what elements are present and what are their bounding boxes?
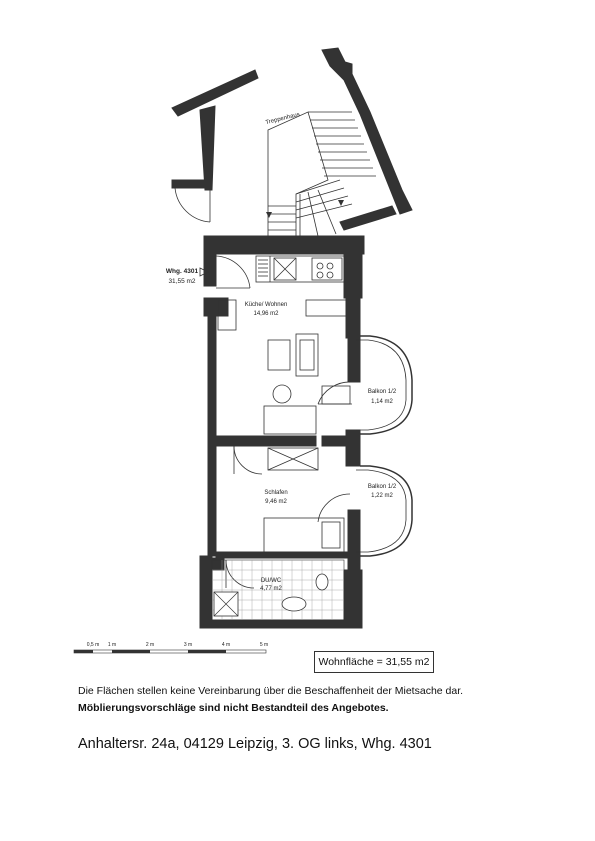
balconies xyxy=(356,336,412,556)
scale-label: 1 m xyxy=(107,642,117,648)
stairwell xyxy=(172,48,412,230)
room-name-balcony-2: Balkon 1/2 xyxy=(367,484,397,490)
address: Anhaltersr. 24a, 04129 Leipzig, 3. OG links, Whg. 4301 xyxy=(78,736,432,752)
stairwell-label: Treppenhaus xyxy=(264,111,301,127)
stairs-arrow xyxy=(338,200,344,206)
room-area-bedroom: 9,46 m2 xyxy=(265,499,287,505)
scale-label: 3 m xyxy=(183,642,193,648)
scale-label: 0,5 m xyxy=(86,642,100,648)
room-name-balcony-1: Balkon 1/2 xyxy=(367,389,397,395)
room-area-kitchen: 14,96 m2 xyxy=(253,311,279,317)
room-area-balcony-1: 1,14 m2 xyxy=(371,399,393,405)
toilet xyxy=(316,574,328,590)
scale-bar xyxy=(74,642,268,653)
disclaimer-areas: Die Flächen stellen keine Vereinbarung über die Beschaffenheit der Mietsache dar. xyxy=(78,685,464,697)
scale-label: 5 m xyxy=(259,642,269,648)
scale-label: 4 m xyxy=(221,642,231,648)
washbasin xyxy=(282,597,306,611)
entry-door-swing xyxy=(175,188,210,222)
room-name-bedroom: Schlafen xyxy=(264,490,288,496)
room-area-bathroom: 4,77 m2 xyxy=(260,586,282,592)
room-name-bathroom: DU/WC xyxy=(260,578,282,584)
apartment-area: 31,55 m2 xyxy=(168,278,196,285)
room-name-kitchen: Küche/ Wohnen xyxy=(244,302,288,308)
living-area-box: Wohnfläche = 31,55 m2 xyxy=(314,651,434,673)
scale-label: 2 m xyxy=(145,642,155,648)
disclaimer-furniture: Möblierungsvorschläge sind nicht Bestandteil des Angebotes. xyxy=(78,702,389,714)
apartment-number: Whg. 4301 xyxy=(165,268,199,275)
room-area-balcony-2: 1,22 m2 xyxy=(371,493,393,499)
kitchen xyxy=(256,256,344,282)
stairs-arrow xyxy=(266,212,272,218)
living-furniture xyxy=(218,300,350,434)
